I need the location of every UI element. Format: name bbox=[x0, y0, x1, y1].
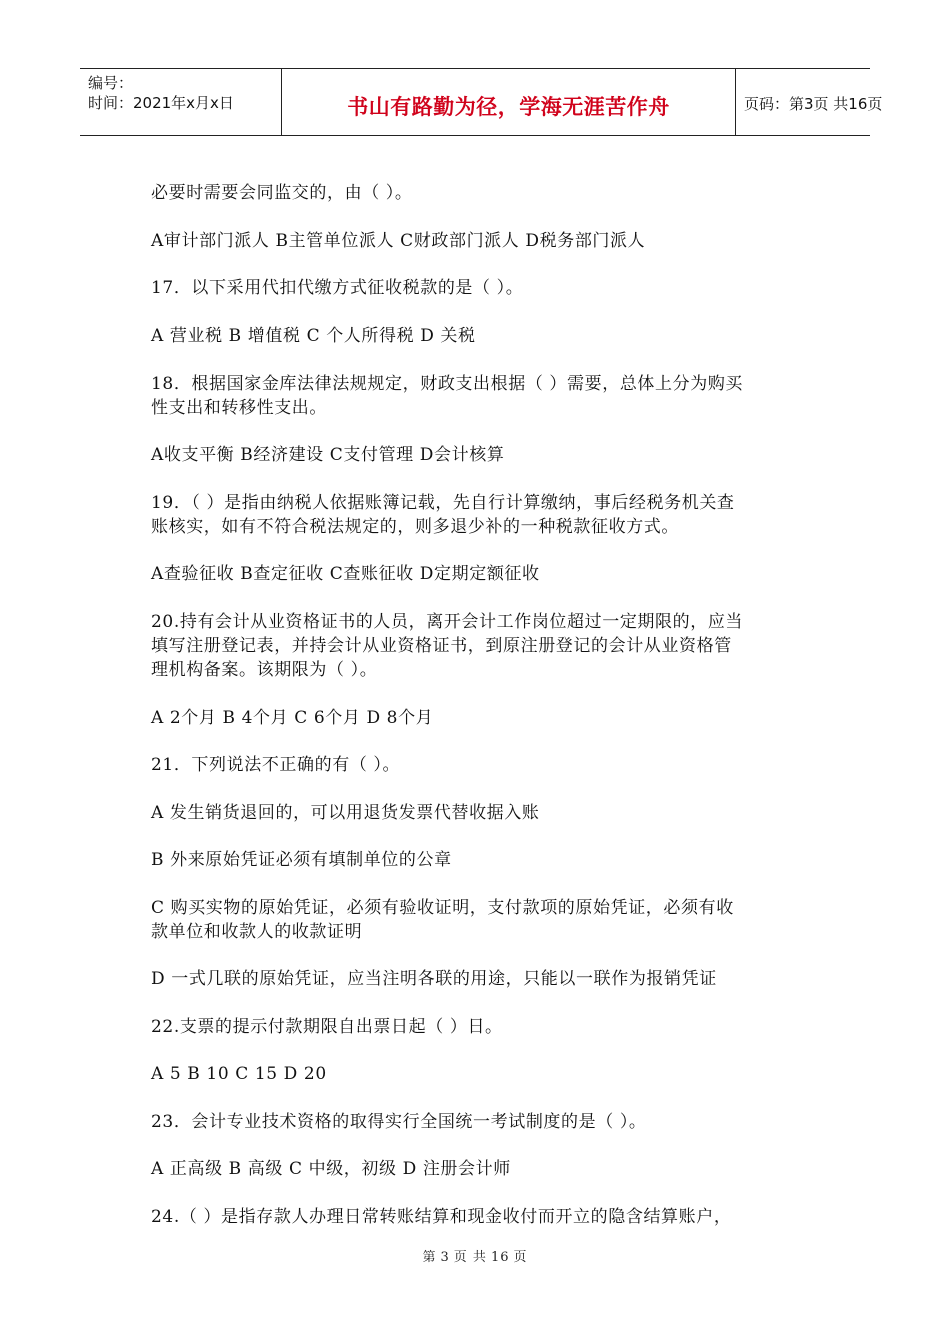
text-line: 理机构备案。该期限为（ ）。 bbox=[151, 660, 378, 680]
header-page-code: 页码：第3页 共16页 bbox=[744, 95, 883, 113]
text-line: A查验征收 B查定征收 C查账征收 D定期定额征收 bbox=[151, 564, 540, 584]
text-line: 20.持有会计从业资格证书的人员，离开会计工作岗位超过一定期限的，应当 bbox=[151, 612, 744, 632]
text-line: 账核实，如有不符合税法规定的，则多退少补的一种税款征收方式。 bbox=[151, 517, 679, 537]
document-header bbox=[80, 68, 883, 136]
footer-mid: 页 共 bbox=[453, 1250, 487, 1265]
document-time-label: 时间：2021年x月x日 bbox=[88, 94, 234, 112]
header-meta-cell bbox=[80, 69, 282, 135]
text-line: 22.支票的提示付款期限自出票日起（ ）日。 bbox=[151, 1017, 503, 1037]
footer-page-number: 3 bbox=[440, 1250, 450, 1265]
text-line: D 一式几联的原始凭证，应当注明各联的用途，只能以一联作为报销凭证 bbox=[151, 969, 717, 989]
text-line: 23．会计专业技术资格的取得实行全国统一考试制度的是（ ）。 bbox=[151, 1112, 647, 1132]
text-line: 17．以下采用代扣代缴方式征收税款的是（ ）。 bbox=[151, 278, 524, 298]
header-motto-cell bbox=[282, 69, 736, 135]
text-line: A 营业税 B 增值税 C 个人所得税 D 关税 bbox=[151, 326, 476, 346]
text-line: A 2个月 B 4个月 C 6个月 D 8个月 bbox=[151, 708, 434, 728]
header-motto: 书山有路勤为径，学海无涯苦作舟 bbox=[347, 95, 670, 119]
text-line: 必要时需要会同监交的，由（ ）。 bbox=[151, 183, 413, 203]
document-number-label: 编号： bbox=[88, 74, 134, 92]
page-footer bbox=[0, 1246, 950, 1265]
text-line: C 购买实物的原始凭证，必须有验收证明，支付款项的原始凭证，必须有收 bbox=[151, 898, 734, 918]
text-line: 款单位和收款人的收款证明 bbox=[151, 922, 363, 942]
text-line: 21．下列说法不正确的有（ ）。 bbox=[151, 755, 401, 775]
text-line: A审计部门派人 B主管单位派人 C财政部门派人 D税务部门派人 bbox=[151, 231, 646, 251]
text-line: 18．根据国家金库法律法规规定，财政支出根据（ ）需要，总体上分为购买 bbox=[151, 374, 744, 394]
footer-pre: 第 bbox=[422, 1250, 437, 1265]
footer-post: 页 bbox=[513, 1250, 528, 1265]
footer-total-pages: 16 bbox=[490, 1250, 510, 1265]
text-line: 性支出和转移性支出。 bbox=[151, 398, 327, 418]
text-line: A 5 B 10 C 15 D 20 bbox=[151, 1064, 327, 1084]
text-line: 填写注册登记表，并持会计从业资格证书，到原注册登记的会计从业资格管 bbox=[151, 636, 732, 656]
text-line: 19．（ ）是指由纳税人依据账簿记载，先自行计算缴纳，事后经税务机关查 bbox=[151, 493, 735, 513]
text-line: A 正高级 B 高级 C 中级，初级 D 注册会计师 bbox=[151, 1159, 511, 1179]
text-line: 24.（ ）是指存款人办理日常转账结算和现金收付而开立的隐含结算账户， bbox=[151, 1207, 732, 1227]
text-line: A收支平衡 B经济建设 C支付管理 D会计核算 bbox=[151, 445, 505, 465]
header-page-cell bbox=[736, 69, 883, 135]
text-line: B 外来原始凭证必须有填制单位的公章 bbox=[151, 850, 452, 870]
text-line: A 发生销货退回的，可以用退货发票代替收据入账 bbox=[151, 803, 540, 823]
